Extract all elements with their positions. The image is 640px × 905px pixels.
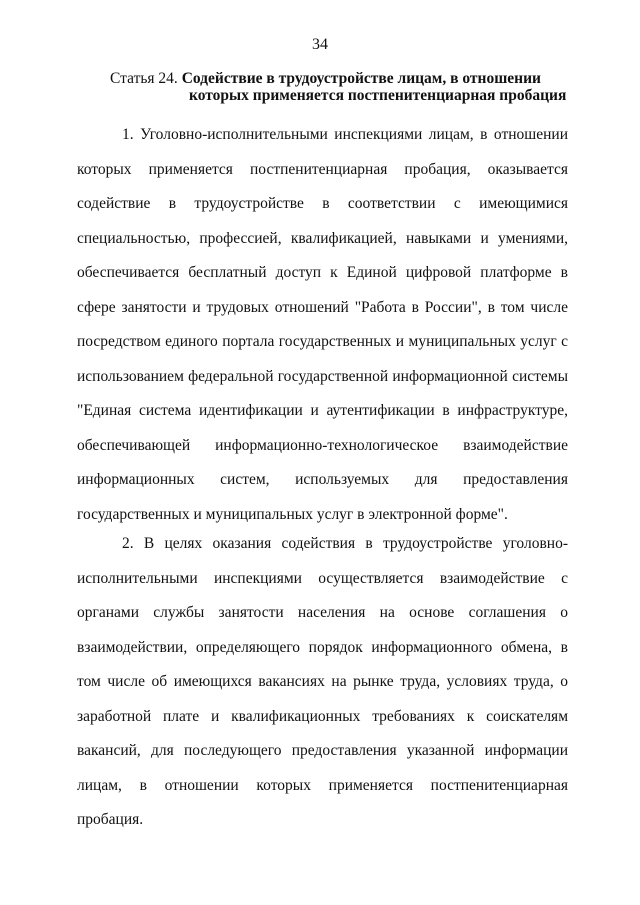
article-title-line-2: которых применяется постпенитенциарная пробация bbox=[189, 87, 567, 104]
article-title-line-1: Содействие в трудоустройстве лицам, в отношении bbox=[181, 70, 541, 87]
article-label: Статья 24. bbox=[110, 70, 178, 87]
article-heading bbox=[110, 70, 580, 104]
paragraph-2: 2. В целях оказания содействия в трудоустройстве уголовно-исполнительными инспекциями осуществляется взаимодействие с органами службы занятости населения на основе соглашения о взаимодействии, определяющего порядок информационного обмена, в том числе об имеющихся вакансиях на рынке труда, условиях труда, о заработной плате и квалификационных требованиях к соискателям вакансий, для последующего предоставления указанной информации лицам, в отношении которых применяется постпенитенциарная пробация. bbox=[77, 535, 568, 828]
page-number: 34 bbox=[312, 36, 328, 53]
paragraph-1: 1. Уголовно-исполнительными инспекциями лицам, в отношении которых применяется постпенитенциарная пробация, оказывается содействие в трудоустройстве в соответствии с имеющимися специальностью, профессией, квалификацией, навыками и умениями, обеспечивается бесплатный доступ к Единой цифровой платформе в сфере занятости и трудовых отношений "Работа в России", в том числе посредством единого портала государственных и муниципальных услуг с использованием федеральной государственной информационной системы "Единая система идентификации и аутентификации в инфраструктуре, обеспечивающей информационно-технологическое взаимодействие информационных систем, используемых для предоставления государственных и муниципальных услуг в электронной форме". bbox=[77, 126, 568, 523]
